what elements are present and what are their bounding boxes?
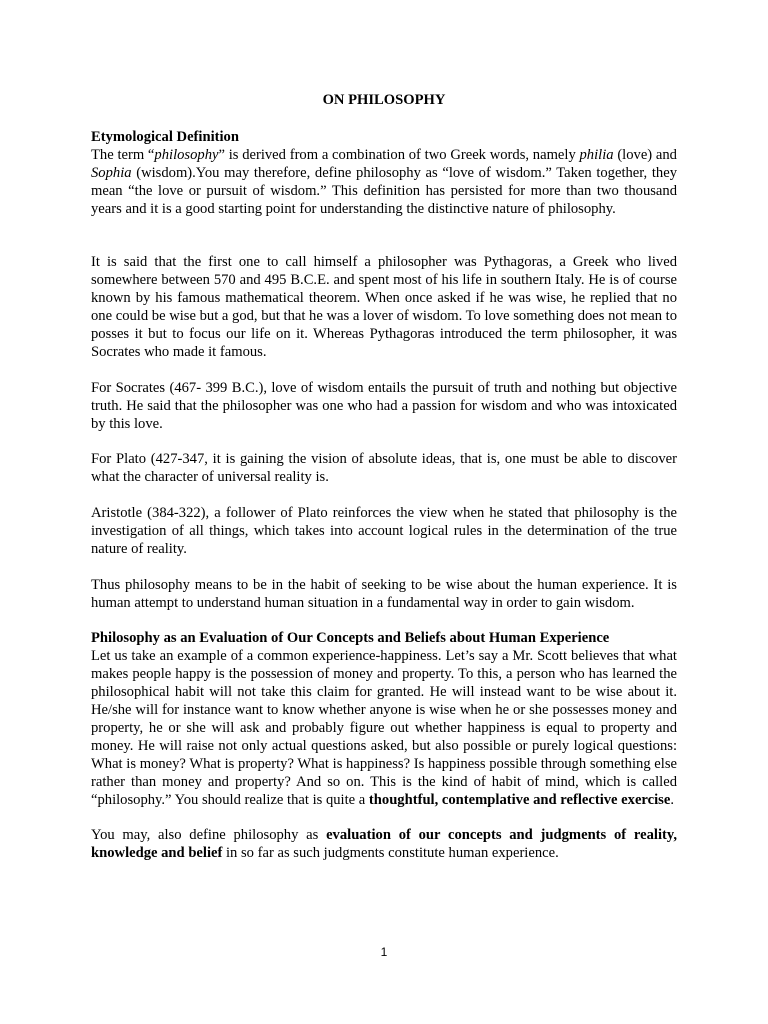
- paragraph-definition: You may, also define philosophy as evaluation of our concepts and judgments of reality, knowledge and belief in so far as such judgments constitute human experience.: [91, 827, 677, 862]
- page-number: 1: [380, 945, 388, 959]
- document-body: [91, 92, 677, 863]
- paragraph-etymology: The term “philosophy” is derived from a combination of two Greek words, namely philia (love) and Sophia (wisdom).You may therefore, define philosophy as “love of wisdom.” Taken together, they mean “the love or pursuit of wisdom.” This definition has persisted for more than two thousand years and it is a good starting point for understanding the distinctive nature of philosophy.: [91, 146, 677, 217]
- section-heading-etymological: Etymological Definition: [91, 128, 239, 145]
- paragraph-summary: Thus philosophy means to be in the habit of seeking to be wise about the human experience. It is human attempt to understand human situation in a fundamental way in order to gain wisdom.: [91, 576, 677, 611]
- paragraph-pythagoras: It is said that the first one to call himself a philosopher was Pythagoras, a Greek who lived somewhere between 570 and 495 B.C.E. and spent most of his life in southern Italy. He is of course known by his famous mathematical theorem. When once asked if he was wise, he replied that no one could be wise but a god, but that he was a lover of wisdom. To love something does not mean to posses it but to focus our life on it. Whereas Pythagoras introduced the term philosopher, it was Socrates who made it famous.: [91, 254, 678, 360]
- section-heading-evaluation: Philosophy as an Evaluation of Our Concepts and Beliefs about Human Experience: [91, 630, 610, 647]
- page-title: ON PHILOSOPHY: [322, 92, 446, 108]
- paragraph-happiness-example: Let us take an example of a common experience-happiness. Let’s say a Mr. Scott believes that what makes people happy is the possession of money and property. To this, a person who has learned the philosophical habit will not take this claim for granted. He will instead want to be wise about it. He/she will for instance want to know whether anyone is wise when he or she possesses money and property, he or she will ask and probably figure out whether happiness is equal to property and money. He will raise not only actual questions asked, but also possible or purely logical questions: What is money? What is property? What is happiness? Is happiness possible through something else rather than money and property? And so on. This is the kind of habit of mind, which is called “philosophy.” You should realize that is quite a thoughtful, contemplative and reflective exercise.: [91, 648, 677, 808]
- paragraph-aristotle: Aristotle (384-322), a follower of Plato reinforces the view when he stated that philosophy is the investigation of all things, which takes into account logical rules in the determination of the true nature of reality.: [91, 505, 677, 557]
- paragraph-socrates: For Socrates (467- 399 B.C.), love of wisdom entails the pursuit of truth and nothing but objective truth. He said that the philosopher was one who had a passion for wisdom and who was intoxicated by this love.: [91, 379, 677, 432]
- paragraph-plato: For Plato (427-347, it is gaining the vision of absolute ideas, that is, one must be able to discover what the character of universal reality is.: [91, 451, 677, 486]
